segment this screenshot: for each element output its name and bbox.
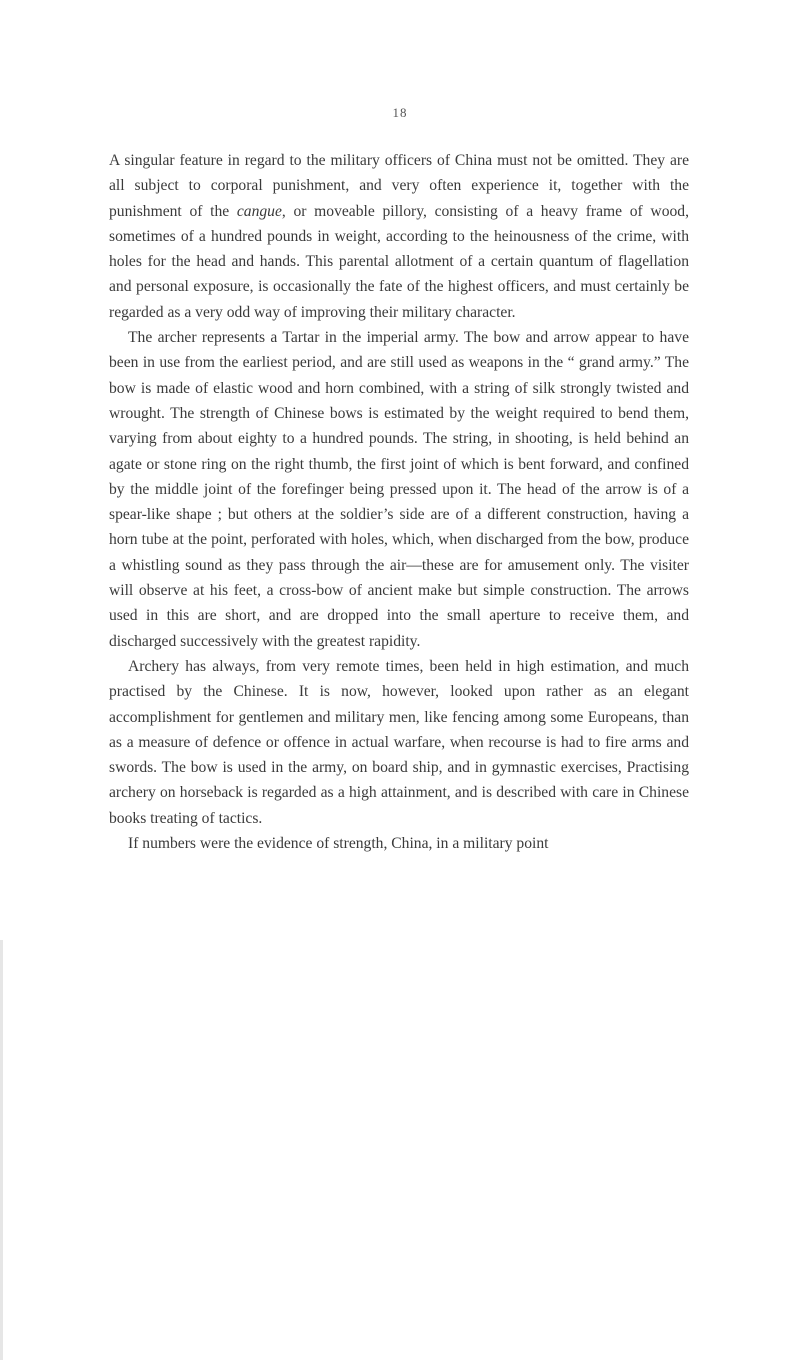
page-edge-shadow [0,940,3,1360]
italic-term-cangue: cangue [236,202,282,220]
page-number: 18 [392,105,408,120]
paragraph-archery: Archery has always, from very remote times, been held in high estimation, and much practised by the Chinese. It is now, however, looked upon rather as an elegant accomplishment for gentlemen and military men, like fencing among some Europeans, than as a measure of defence or offence in actual warfare, when recourse is had to fire arms and swords. The bow is used in the army, on board ship, and in gymnastic exercises, Practising archery on horseback is regarded as a high attainment, and is described with care in Chinese books treating of tactics. [109,657,689,827]
paragraph-numbers: If numbers were the evidence of strength, China, in a military point [128,835,549,853]
paragraph-text: A singular feature in regard to the military officers of China must not be omitted. They are all subject to corporal punishment, and very often experience it, together with the punishment of the [109,152,689,220]
paragraph-archer: The archer represents a Tartar in the imperial army. The bow and arrow appear to have been in use from the earliest period, and are still used as weapons in the “ grand army.” The bow is made of elastic wood and horn combined, with a string of silk strongly twisted and wrought. The strength of Chinese bows is estimated by the weight required to bend them, varying from about eighty to a hundred pounds. The string, in shooting, is held behind an agate or stone ring on the right thumb, the first joint of which is bent forward, and confined by the middle joint of the forefinger being pressed upon it. The head of the arrow is of a spear-like shape ; but others at the soldier’s side are of a different construction, having a horn tube at the point, perforated with holes, which, when discharged from the bow, produce a whistling sound as they pass through the air—these are for amusement only. The visiter will observe at his feet, a cross-bow of ancient make but simple construction. The arrows used in this are short, and are dropped into the small aperture to receive them, and discharged successively with the greatest rapidity. [109,329,689,650]
paragraph-text: , or moveable pillory, consisting of a heavy frame of wood, sometimes of a hundred pounds in weight, according to the heinousness of the crime, with holes for the head and hands. This parental allotment of a certain quantum of flagellation and personal exposure, is occasionally the fate of the highest officers, and must certainly be regarded as a very odd way of improving their military character. [109,202,689,321]
body-text [109,148,689,856]
paragraph-military-officers [109,148,689,325]
